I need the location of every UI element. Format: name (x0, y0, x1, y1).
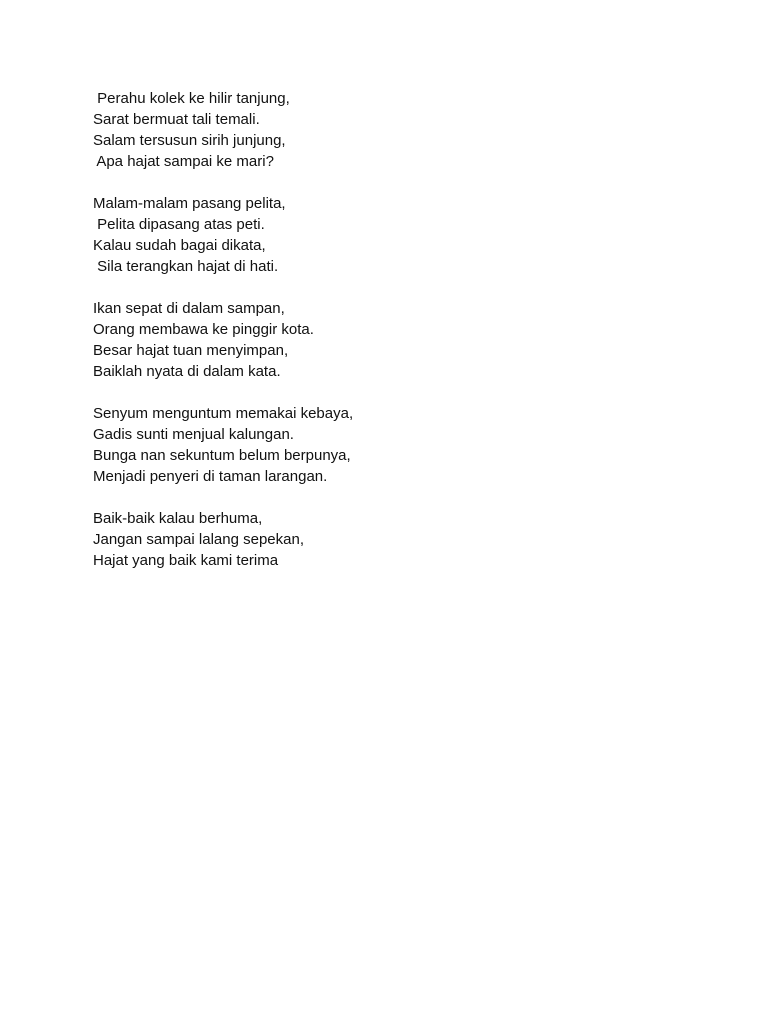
stanza-5 (93, 508, 693, 571)
poem-line: Kalau sudah bagai dikata, (93, 237, 266, 254)
poem-line: Gadis sunti menjual kalungan. (93, 426, 294, 443)
poem-line: Orang membawa ke pinggir kota. (93, 321, 314, 338)
poem-line: Menjadi penyeri di taman larangan. (93, 468, 328, 485)
poem-line: Hajat yang baik kami terima (93, 552, 279, 569)
poem-line: Sarat bermuat tali temali. (93, 111, 260, 128)
poem-line: Sila terangkan hajat di hati. (93, 258, 279, 275)
poem-line: Perahu kolek ke hilir tanjung, (93, 90, 290, 107)
stanza-4 (93, 403, 693, 487)
stanza-3 (93, 298, 693, 382)
poem-line: Pelita dipasang atas peti. (93, 216, 265, 233)
poem-line: Baiklah nyata di dalam kata. (93, 363, 281, 380)
poem-line: Malam-malam pasang pelita, (93, 195, 286, 212)
poem-line: Bunga nan sekuntum belum berpunya, (93, 447, 351, 464)
poem-line: Jangan sampai lalang sepekan, (93, 531, 304, 548)
poem-line: Besar hajat tuan menyimpan, (93, 342, 289, 359)
stanza-1 (93, 88, 693, 172)
poem-line: Salam tersusun sirih junjung, (93, 132, 286, 149)
poem-line: Baik-baik kalau berhuma, (93, 510, 263, 527)
stanza-2 (93, 193, 693, 277)
poem-line: Senyum menguntum memakai kebaya, (93, 405, 354, 422)
poem-line: Ikan sepat di dalam sampan, (93, 300, 285, 317)
poem-body (93, 88, 693, 571)
poem-line: Apa hajat sampai ke mari? (93, 153, 274, 170)
